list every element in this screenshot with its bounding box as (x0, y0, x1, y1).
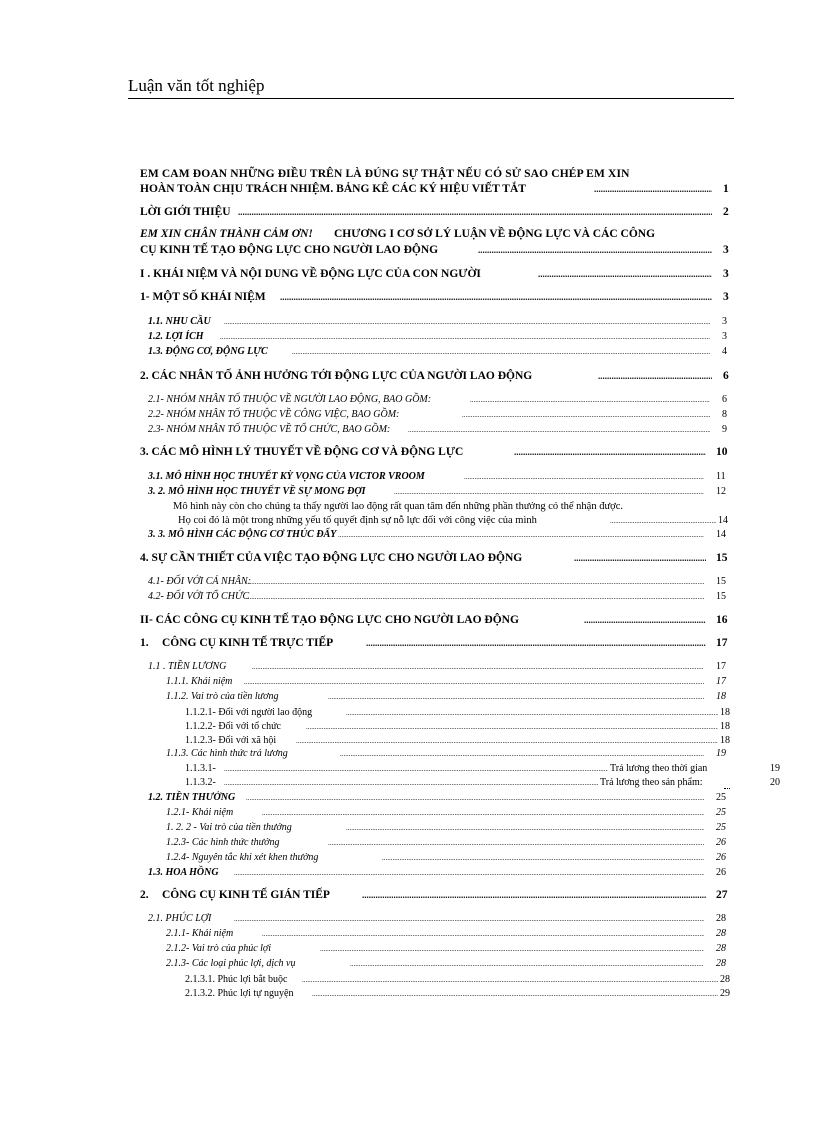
toc-leader (296, 735, 718, 746)
toc-page-number: 28 (716, 913, 726, 924)
toc-entry-tail: Trả lương theo sản phẩm: (600, 777, 703, 788)
toc-entry-text: 2.3- NHÓM NHÂN TỐ THUỘC VỀ TỔ CHỨC, BAO GỒM: (148, 424, 391, 435)
toc-entry-text: EM CAM ĐOAN NHỮNG ĐIỀU TRÊN LÀ ĐÚNG SỰ THẬT NẾU CÓ SỬ SAO CHÉP EM XIN (140, 168, 630, 180)
toc-page-number: 14 (716, 529, 726, 540)
toc-leader (292, 346, 710, 357)
toc-entry-text: 1.2. TIỀN THƯỞNG (148, 792, 236, 803)
toc-entry-text: I . KHÁI NIỆM VÀ NỘI DUNG VỀ ĐỘNG LỰC CỦA CON NGƯỜI (140, 268, 481, 280)
toc-leader (346, 707, 718, 718)
toc-page-number: 28 (716, 958, 726, 969)
toc-entry-text: 2.1.3.1. Phúc lợi bắt buộc (185, 974, 288, 985)
toc-leader (234, 913, 704, 924)
toc-leader (328, 837, 704, 848)
toc-page-number: 25 (716, 807, 726, 818)
toc-leader (224, 763, 608, 774)
toc-entry-text: 3. CÁC MÔ HÌNH LÝ THUYẾT VỀ ĐỘNG CƠ VÀ ĐỘNG LỰC (140, 446, 464, 458)
toc-leader (470, 394, 710, 405)
toc-entry-text: 1.1 . TIỀN LƯƠNG (148, 661, 227, 672)
toc-entry-text: II- CÁC CÔNG CỤ KINH TẾ TẠO ĐỘNG LỰC CHO NGƯỜI LAO ĐỘNG (140, 614, 519, 626)
toc-leader (244, 676, 704, 687)
toc-entry-text: 1.1.3. Các hình thức trả lương (166, 748, 288, 759)
toc-page-number: 28 (716, 943, 726, 954)
toc-page-number: 18 (720, 735, 730, 746)
toc-page-number: 27 (716, 889, 728, 901)
toc-page-number: 28 (716, 928, 726, 939)
toc-page-number: 8 (722, 409, 727, 420)
toc-entry-text: 2.2- NHÓM NHÂN TỐ THUỘC VỀ CÔNG VIỆC, BAO GỒM: (148, 409, 400, 420)
toc-entry-text: Mô hình này còn cho chúng ta thấy người lao động rất quan tâm đến những phần thưởng có thể nhận được. (173, 501, 623, 512)
toc-page-number: 26 (716, 837, 726, 848)
toc-page-number: 15 (716, 576, 726, 587)
toc-leader (320, 943, 704, 954)
toc-leader (584, 614, 706, 626)
toc-page-number: 18 (720, 721, 730, 732)
toc-page-number: 11 (716, 471, 726, 482)
toc-leader (394, 486, 704, 497)
toc-entry-text: 3. 3. MÔ HÌNH CÁC ĐỘNG CƠ THÚC ĐẨY (148, 529, 337, 540)
field-mark (724, 788, 730, 789)
toc-leader (514, 446, 706, 458)
toc-leader (224, 777, 598, 788)
toc-page-number: 20 (770, 777, 780, 788)
toc-leader (610, 515, 716, 526)
toc-page-number: 17 (716, 637, 728, 649)
toc-entry-text: CÔNG CỤ KINH TẾ TRỰC TIẾP (162, 637, 334, 649)
toc-entry-text: 1.1.2.3- Đối với xã hội (185, 735, 277, 746)
toc-entry-text: 3.1. MÔ HÌNH HỌC THUYẾT KỲ VỌNG CỦA VICTOR VROOM (148, 471, 425, 482)
toc-page-number: 9 (722, 424, 727, 435)
toc-leader (262, 928, 704, 939)
toc-entry-text: 1.3. ĐỘNG CƠ, ĐỘNG LỰC (148, 346, 268, 357)
toc-page-number: 14 (718, 515, 728, 526)
toc-page-number: 17 (716, 676, 726, 687)
toc-page-number: 6 (722, 394, 727, 405)
toc-page-number: 16 (716, 614, 728, 626)
toc-entry-text: 2.1.2- Vai trò của phúc lợi (166, 943, 272, 954)
toc-leader (574, 552, 706, 564)
toc-page-number: 18 (720, 707, 730, 718)
toc-entry-text: 1.1.1. Khái niệm (166, 676, 233, 687)
toc-leader (366, 637, 706, 649)
toc-page-number: 19 (770, 763, 780, 774)
toc-page-number: 19 (716, 748, 726, 759)
toc-entry-text: 3. 2. MÔ HÌNH HỌC THUYẾT VỀ SỰ MONG ĐỢI (148, 486, 366, 497)
toc-entry-text: CÔNG CỤ KINH TẾ GIÁN TIẾP (162, 889, 330, 901)
toc-entry-text: 4.1- ĐỐI VỚI CÁ NHÂN: (148, 576, 252, 587)
toc-leader (464, 471, 704, 482)
toc-page-number: 15 (716, 591, 726, 602)
toc-entry-text: 1.2.1- Khái niệm (166, 807, 234, 818)
toc-entry-text: 2.1. PHÚC LỢI (148, 913, 212, 924)
header-rule (128, 98, 734, 99)
toc-entry-text: 1.2.4- Nguyên tắc khi xét khen thưởng (166, 852, 319, 863)
toc-page-number: 3 (723, 268, 729, 280)
toc-leader (220, 331, 710, 342)
toc-entry-text: 1.1.3.2- (185, 777, 216, 788)
toc-leader (382, 852, 704, 863)
toc-entry-text: CỤ KINH TẾ TẠO ĐỘNG LỰC CHO NGƯỜI LAO ĐỘNG (140, 244, 439, 256)
page-header-title: Luận văn tốt nghiệp (128, 76, 265, 95)
toc-entry-text: LỜI GIỚI THIỆU (140, 206, 231, 218)
toc-leader (462, 409, 710, 420)
toc-entry-text: 1.1.2.1- Đối với người lao động (185, 707, 313, 718)
toc-leader (246, 792, 704, 803)
toc-entry-text: 2.1.3.2. Phúc lợi tự nguyện (185, 988, 294, 999)
toc-leader (328, 691, 704, 702)
toc-page-number: 28 (720, 974, 730, 985)
toc-page-number: 25 (716, 822, 726, 833)
toc-leader (302, 974, 718, 985)
toc-leader (246, 591, 704, 602)
toc-entry-text: 1.1.3.1- (185, 763, 216, 774)
toc-leader (538, 268, 712, 280)
toc-page-number: 25 (716, 792, 726, 803)
toc-entry-text: 1. 2. 2 - Vai trò của tiền thưởng (166, 822, 292, 833)
toc-page-number: 3 (722, 331, 727, 342)
toc-entry-text: 1.3. HOA HỒNG (148, 867, 219, 878)
toc-leader (252, 661, 704, 672)
toc-entry-prefix: EM XIN CHÂN THÀNH CẢM ƠN! (140, 228, 313, 240)
toc-entry-text: 1.1. NHU CẦU (148, 316, 211, 327)
toc-leader (238, 206, 712, 218)
toc-entry-text: 2.1- NHÓM NHÂN TỐ THUỘC VỀ NGƯỜI LAO ĐỘNG, BAO GỒM: (148, 394, 432, 405)
toc-page-number: 29 (720, 988, 730, 999)
toc-entry-text: CHƯƠNG I CƠ SỞ LÝ LUẬN VỀ ĐỘNG LỰC VÀ CÁC CÔNG (334, 228, 656, 240)
toc-entry-text: HOÀN TOÀN CHỊU TRÁCH NHIỆM. BẢNG KÊ CÁC KÝ HIỆU VIẾT TẮT (140, 183, 526, 195)
toc-page-number: 26 (716, 867, 726, 878)
toc-page-number: 15 (716, 552, 728, 564)
toc-page-number: 10 (716, 446, 728, 458)
toc-entry-text: 4.2- ĐỐI VỚI TỔ CHỨC (148, 591, 250, 602)
toc-entry-text: 2.1.3- Các loại phúc lợi, dịch vụ (166, 958, 296, 969)
toc-entry-text: 1.2. LỢI ÍCH (148, 331, 204, 342)
toc-page-number: 3 (722, 316, 727, 327)
toc-page-number: 12 (716, 486, 726, 497)
toc-entry-text: 1- MỘT SỐ KHÁI NIỆM (140, 291, 266, 303)
toc-entry-text: 1.1.2. Vai trò của tiền lương (166, 691, 279, 702)
toc-leader (362, 889, 706, 901)
toc-page-number: 3 (723, 291, 729, 303)
toc-leader (478, 244, 712, 256)
toc-leader (224, 316, 710, 327)
toc-leader (408, 424, 710, 435)
toc-entry-text: 1.1.2.2- Đối với tổ chức (185, 721, 281, 732)
toc-leader (346, 822, 704, 833)
toc-entry-text: 2.1.1- Khái niệm (166, 928, 234, 939)
toc-leader (350, 958, 704, 969)
toc-entry-text: 4. SỰ CẦN THIẾT CỦA VIỆC TẠO ĐỘNG LỰC CHO NGƯỜI LAO ĐỘNG (140, 552, 523, 564)
toc-entry-tail: Trả lương theo thời gian (610, 763, 708, 774)
toc-page-number: 3 (723, 244, 729, 256)
toc-leader (594, 183, 712, 195)
toc-entry-num: 1. (140, 637, 149, 649)
toc-leader (280, 291, 712, 303)
toc-page-number: 4 (722, 346, 727, 357)
toc-page-number: 26 (716, 852, 726, 863)
toc-page-number: 17 (716, 661, 726, 672)
toc-leader (306, 721, 718, 732)
toc-entry-text: Họ coi đó là một trong những yếu tố quyết định sự nỗ lực đối với công việc của mình (178, 515, 537, 526)
toc-page-number: 6 (723, 370, 729, 382)
toc-leader (246, 576, 704, 587)
toc-page-number: 1 (723, 183, 729, 195)
toc-entry-text: 1.2.3- Các hình thức thưởng (166, 837, 280, 848)
toc-entry-text: 2. CÁC NHÂN TỐ ẢNH HƯỞNG TỚI ĐỘNG LỰC CỦA NGƯỜI LAO ĐỘNG (140, 370, 533, 382)
toc-leader (340, 748, 704, 759)
toc-leader (598, 370, 712, 382)
toc-leader (338, 529, 704, 540)
toc-entry-num: 2. (140, 889, 149, 901)
toc-leader (262, 807, 704, 818)
toc-leader (234, 867, 704, 878)
toc-page-number: 18 (716, 691, 726, 702)
toc-page-number: 2 (723, 206, 729, 218)
toc-leader (312, 988, 718, 999)
